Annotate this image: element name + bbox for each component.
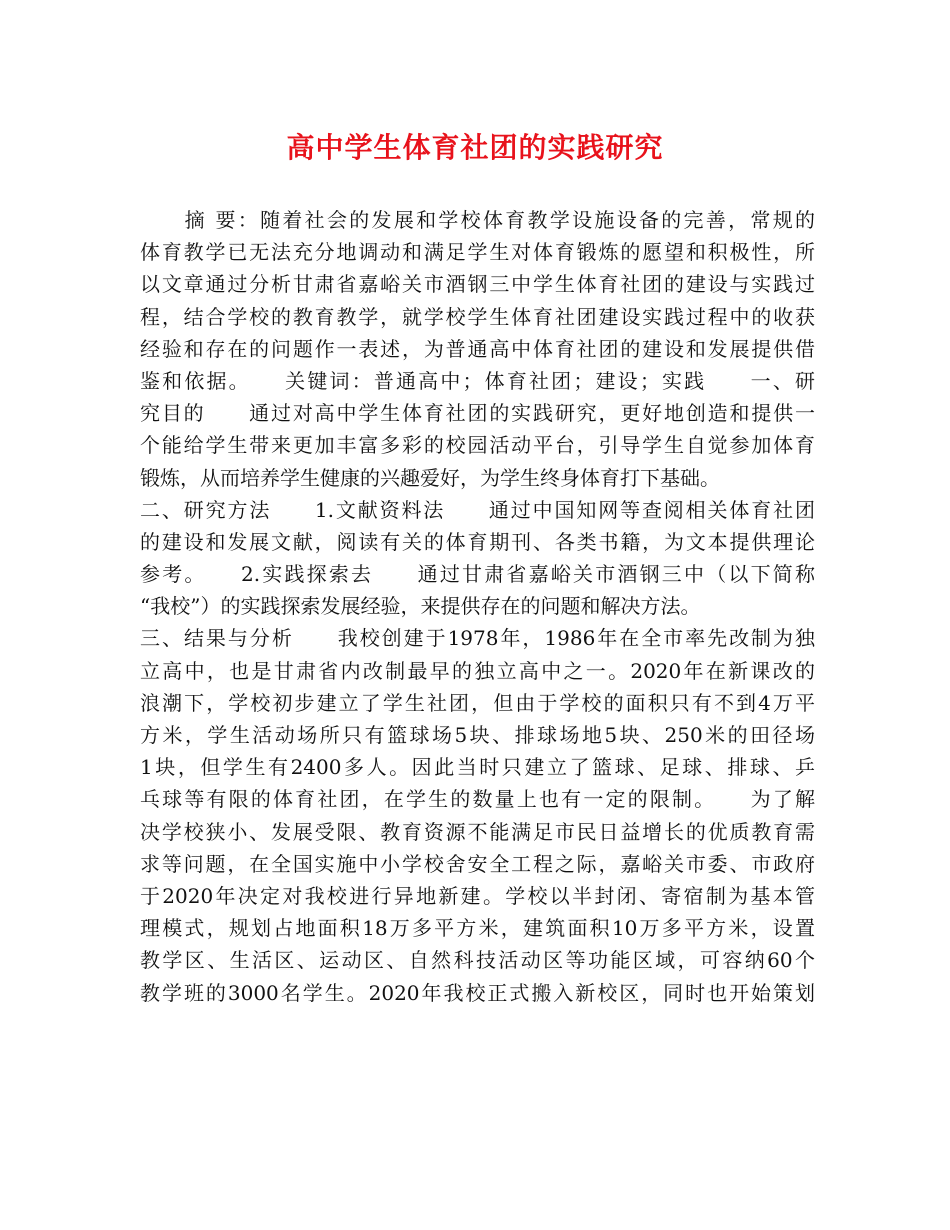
document-body bbox=[140, 204, 815, 1009]
body-line: 摘 要：随着社会的发展和学校体育教学设施设备的完善，常规的 bbox=[140, 208, 815, 232]
body-line: 二、研究方法 1.文献资料法 通过中国知网等查阅相关体育社团 bbox=[140, 497, 815, 522]
body-line: 以文章通过分析甘肃省嘉峪关市酒钢三中学生体育社团的建设与实践过 bbox=[140, 272, 815, 297]
body-line: 三、结果与分析 我校创建于1978年，1986年在全市率先改制为独 bbox=[140, 626, 815, 651]
body-line: 1块，但学生有2400多人。因此当时只建立了篮球、足球、排球、乒 bbox=[140, 755, 815, 780]
body-line: 鉴和依据。 关键词：普通高中；体育社团；建设；实践 一、研 bbox=[140, 368, 815, 393]
body-line: 锻炼，从而培养学生健康的兴趣爱好，为学生终身体育打下基础。 bbox=[140, 465, 720, 490]
body-line: 决学校狭小、发展受限、教育资源不能满足市民日益增长的优质教育需 bbox=[140, 819, 815, 844]
body-line: 求等问题，在全国实施中小学校舍安全工程之际，嘉峪关市委、市政府 bbox=[140, 851, 815, 876]
body-line: “我校”）的实践探索发展经验，来提供存在的问题和解决方法。 bbox=[140, 594, 701, 619]
body-line: 教学区、生活区、运动区、自然科技活动区等功能区域，可容纳60个 bbox=[140, 948, 815, 973]
body-line: 乓球等有限的体育社团，在学生的数量上也有一定的限制。 为了解 bbox=[140, 787, 815, 812]
body-line: 于2020年决定对我校进行异地新建。学校以半封闭、寄宿制为基本管 bbox=[140, 883, 815, 908]
document-title: 高中学生体育社团的实践研究 bbox=[286, 131, 664, 164]
body-line: 个能给学生带来更加丰富多彩的校园活动平台，引导学生自觉参加体育 bbox=[140, 433, 815, 458]
body-line: 理模式，规划占地面积18万多平方米，建筑面积10万多平方米，设置 bbox=[140, 916, 815, 941]
body-line: 体育教学已无法充分地调动和满足学生对体育锻炼的愿望和积极性，所 bbox=[140, 240, 815, 265]
body-line: 浪潮下，学校初步建立了学生社团，但由于学校的面积只有不到4万平 bbox=[140, 690, 815, 715]
body-line: 的建设和发展文献，阅读有关的体育期刊、各类书籍，为文本提供理论 bbox=[140, 529, 815, 554]
body-line: 程，结合学校的教育教学，就学校学生体育社团建设实践过程中的收获 bbox=[140, 304, 815, 329]
body-line: 经验和存在的问题作一表述，为普通高中体育社团的建设和发展提供借 bbox=[140, 336, 815, 361]
body-line: 教学班的3000名学生。2020年我校正式搬入新校区，同时也开始策划 bbox=[140, 980, 815, 1005]
body-line: 参考。 2.实践探索去 通过甘肃省嘉峪关市酒钢三中（以下简称 bbox=[140, 562, 815, 587]
body-line: 究目的 通过对高中学生体育社团的实践研究，更好地创造和提供一 bbox=[140, 401, 815, 426]
body-line: 方米，学生活动场所只有篮球场5块、排球场地5块、250米的田径场 bbox=[140, 723, 815, 747]
body-line: 立高中，也是甘肃省内改制最早的独立高中之一。2020年在新课改的 bbox=[140, 658, 815, 683]
